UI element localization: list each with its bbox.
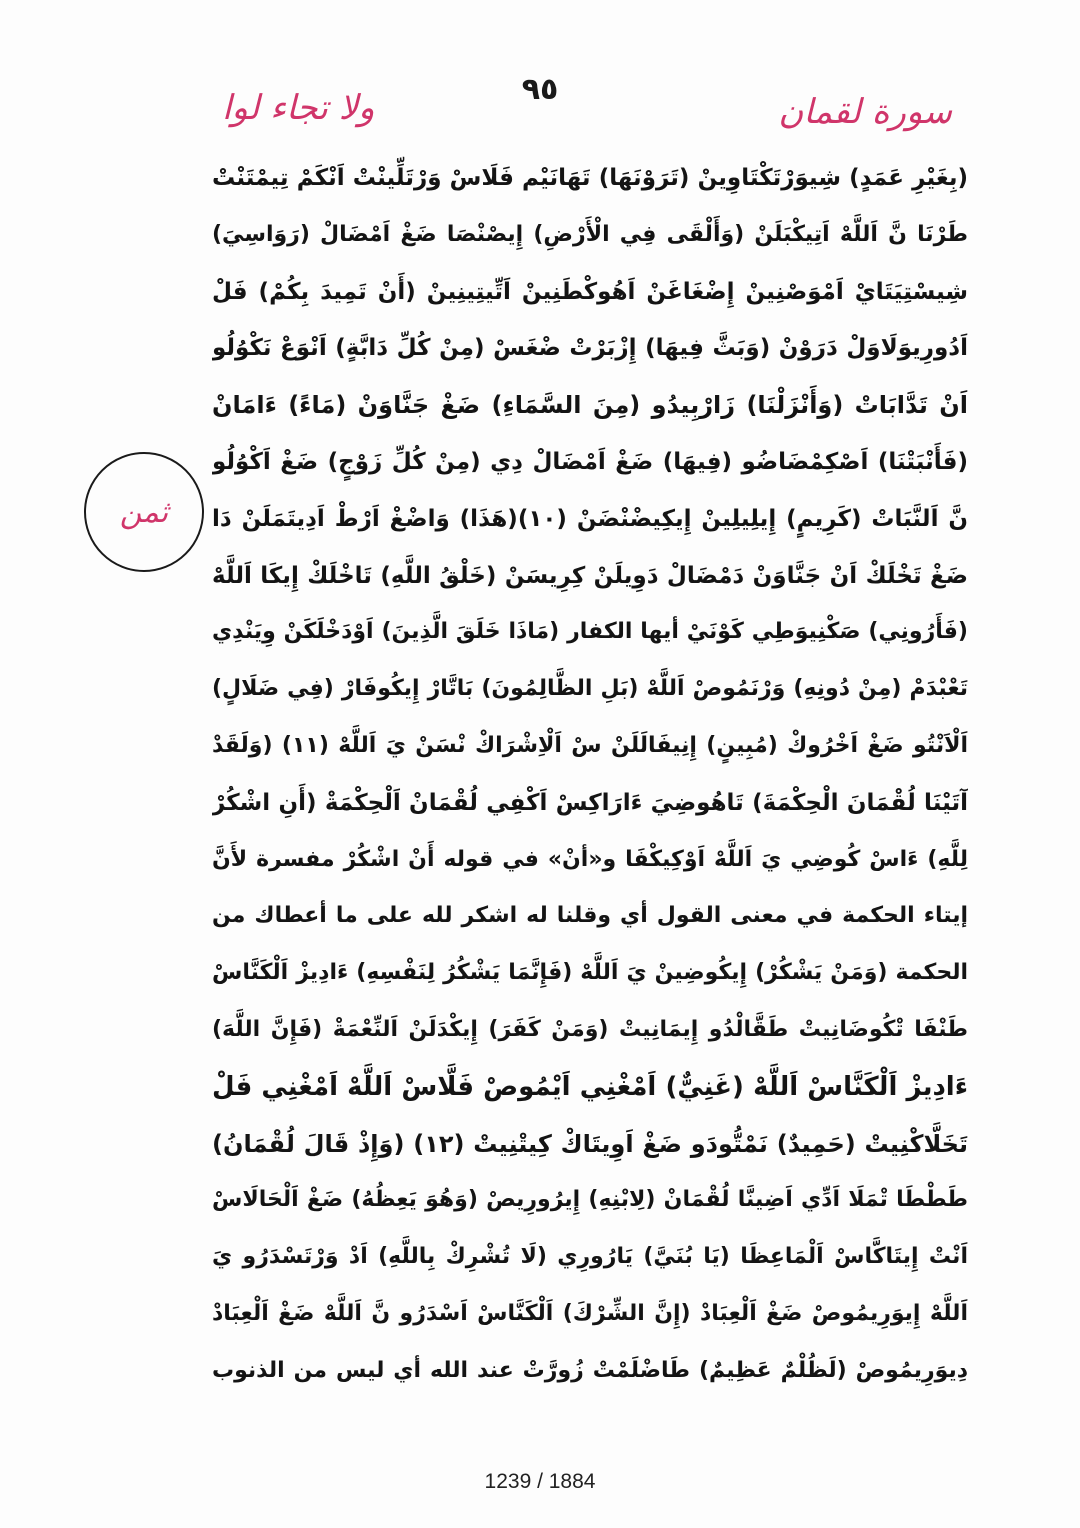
handwritten-note-surah-title: سورة لقمان: [778, 92, 952, 132]
text-line: تَعْبْدَمْ (مِنْ دُونِهِ) وَرْنَمُوصْ اَللَّهْ (بَلِ الظَّالِمُونَ) بَاتَّارْ إِيكُوفَارْ (فِي ضَلَالٍ): [212, 676, 968, 702]
text-line: تَخَلَّاكْنِيتْ (حَمِيدٌ) نَمْتُّودَو ضَغْ اَوِيتَاكْ كِيتْنِيتْ (١٢) (وَإِذْ قَالَ لُقْمَانُ): [212, 1129, 968, 1158]
text-line: نَّ اَلنَّبَاتْ (كَرِيمٍ) إِيلِيلِينْ إِيكِيضْنْضَنْ (١٠)(هَذَا) وَاضْغْ اَرْطْ اَدِيتَمَلَنْ دَا: [212, 505, 968, 532]
text-line: اَنْتْ إِيتَاكَّاسْ اَلْمَاعِظَا (يَا بُنَيَّ) يَارُورِي (لَا تُشْرِكْ بِاللَّهِ) اَدْ وَرْتَسْدَرُو يَ: [212, 1244, 968, 1270]
text-line: ضَغْ تَخْلَكْ اَنْ جَنَّاوَنْ دَمْضَالْ دَوِيلَنْ كِرِيسَنْ (خَلْقُ اللَّهِ) تَاخْلَكْ إِيكَا اَللَّهْ: [212, 562, 968, 589]
text-line: اَللَّهْ إِيوَرِيمُوصْ ضَغْ اَلْعِبَادْ (إِنَّ الشِّرْكَ) اَلْكَنَّاسْ اَسْدَرُو نَّ اَللَّهْ ضَغْ اَلْعِبَادْ: [212, 1300, 968, 1326]
text-line: لِلَّهِ) ءَاسْ كُوضِي يَ اَللَّهْ اَوْكِيكْفَا و«أنْ» في قوله أَنْ اشْكُرْ مفسرة لأَنَّ: [212, 846, 968, 872]
text-line: إيتاء الحكمة في معنى القول أي وقلنا له اشكر لله على ما أعطاك من: [212, 903, 968, 929]
text-line: اَلْاَنْتُو ضَغْ اَخْرُوكْ (مُبِينٍ) إِنِيفَالَلَنْ سْ اَلْاِشْرَاكْ نْسَنْ يَ اَللَّهْ (١١) (وَلَقَدْ: [212, 732, 968, 758]
text-line: اَدُورِيوَلَاوَلْ دَرَوْنْ (وَبَثَّ فِيهَا) إِزْبَرْتْ ضْغَسْ (مِنْ كُلِّ دَابَّةٍ) اَنْوَعْ نَكْوُلُو: [212, 335, 968, 362]
text-line: (فَأَرُونِي) صَكْنِيوَطِي كَوْنَيْ أيها الكفار (مَاذَا خَلَقَ الَّذِينَ) اَوْدَخْلَكَنْ وِيَنْدِي: [212, 619, 968, 645]
text-line: طَنْفَا تْكُوضَانِيتْ طَقَّالْدُو إِيمَانِيتْ (وَمَنْ كَفَرَ) إِيكْدَلَنْ اَلنِّعْمَةْ (فَإِنَّ اللَّهَ): [212, 1016, 968, 1042]
text-line: (فَأَنْبَتْنَا) اَصْكِمْضَاضُو (فِيهَا) ضَغْ اَمْضَالْ دِي (مِنْ كُلِّ زَوْجٍ) ضَغْ اَكْوُلُو: [212, 448, 968, 475]
page-number: ٩٥: [521, 72, 559, 107]
text-line: طَرْنَا نَّ اَللَّهْ اَتِيكْبَلَنْ (وَأَلْقَى فِي الْأَرْضِ) إِيصْنْصَا ضَغْ اَمْضَالْ (رَوَاسِيَ): [212, 221, 968, 247]
handwritten-note-left: ولا تجاء لوا: [222, 88, 375, 128]
text-line: ءَادِيزْ اَلْكَنَّاسْ اَللَّهْ (غَنِيٌّ) اَمْغْنِي اَيْمُوصْ فَلَّاسْ اَللَّهْ اَمْغْنِي فَلْ: [212, 1071, 968, 1102]
margin-note-text: ثمن: [119, 494, 169, 530]
text-line: اَنْ تَدَّابَاتْ (وَأَنْزَلْنَا) زَارْبِيدُو (مِنَ السَّمَاءِ) ضَغْ جَنَّاوَنْ (مَاءً) ءَامَانْ: [212, 391, 968, 420]
text-line: شِيسْتِيَتَايْ اَمْوَصْنِينْ إِضْغَاغَنْ اَهُوكْطَنِينْ اَتِّيتِينِينْ (أَنْ تَمِيدَ بِكُمْ) فَلْ: [212, 278, 968, 305]
text-line: (بِغَيْرِ عَمَدٍ) شِيوَرْتَكْتَاوِينْ (تَرَوْنَهَا) تَهَانَيْم فَلَاسْ وَرْتَلِّينْتْ اَنْكَمْ تِيمْتَنْتْ: [212, 165, 968, 191]
body-text: [212, 150, 968, 1400]
page-counter: 1239 / 1884: [484, 1470, 596, 1493]
text-line: دِيوَرِيمُوصْ (لَظُلْمٌ عَظِيمٌ) طَاضْلَمْتْ زُورَّتْ عند الله أي ليس من الذنوب: [212, 1357, 968, 1383]
margin-circle-annotation: [84, 452, 204, 572]
text-line: الحكمة (وَمَنْ يَشْكُرْ) إِيكُوضِينْ يَ اَللَّهْ (فَإِنَّمَا يَشْكُرُ لِنَفْسِهِ) ءَادِيزْ اَلْكَنَّاسْ: [212, 960, 968, 986]
text-line: طَطْطَا تْمَلَا اَدِّي اَضِينَّا لُقْمَانْ (لِابْنِهِ) إِيرُورِيصْ (وَهُوَ يَعِظُهُ) ضَغْ اَلْحَالَاسْ: [212, 1187, 968, 1213]
text-line: آتَيْنَا لُقْمَانَ الْحِكْمَةَ) تَاهُوضِيَ ءَارَاكِسْ اَكْفِي لُقْمَانْ اَلْحِكْمَةْ (أَنِ اشْكُرْ: [212, 789, 968, 816]
